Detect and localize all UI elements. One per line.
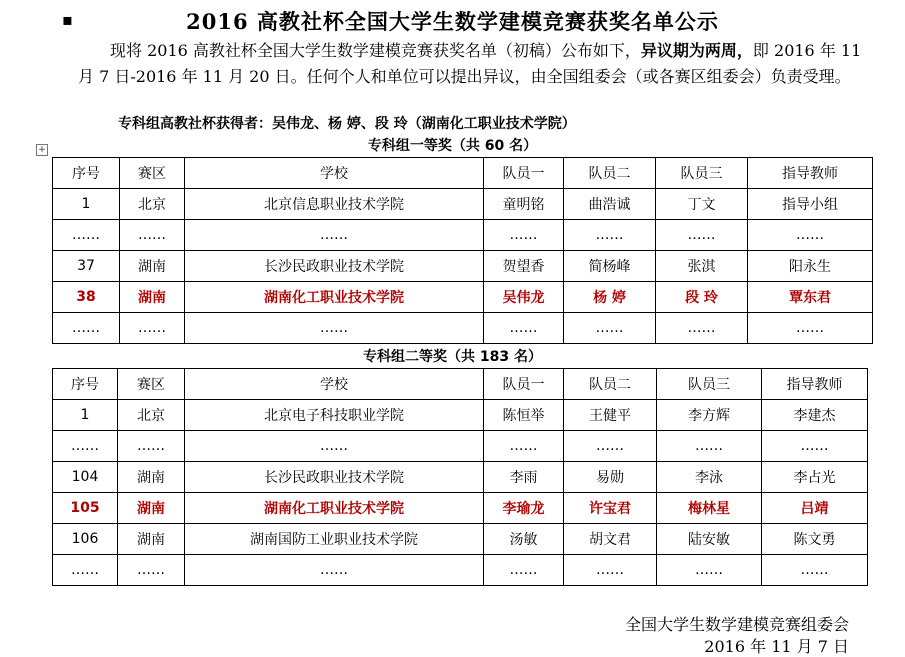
table-row [53,431,868,462]
table-cell: …… [484,220,564,251]
table-row [53,189,873,220]
table-cell: 陈文勇 [762,524,868,555]
table-cell: 北京电子科技职业学院 [185,400,484,431]
table-cell: …… [484,431,564,462]
footer-organization: 全国大学生数学建模竞赛组委会 [624,615,849,634]
table-cell: …… [53,313,120,344]
footer-date: 2016 年 11 月 7 日 [704,637,849,656]
table-cell: 湖南国防工业职业技术学院 [185,524,484,555]
header-cell: 序号 [53,369,118,400]
first-prize-table [52,157,873,344]
table-cell: 38 [53,282,120,313]
table-cell: 湖南 [120,282,185,313]
table-cell: 湖南 [118,493,185,524]
table-row [53,524,868,555]
table-cell: 李泳 [657,462,762,493]
second-prize-title: 专科组二等奖（共 183 名） [363,349,542,365]
table-cell: …… [748,220,873,251]
table-cell: 李占光 [762,462,868,493]
document-title: 2016 高教社杯全国大学生数学建模竞赛获奖名单公示 [186,9,719,34]
header-cell: 队员一 [484,158,564,189]
intro-text-2: 即 2016 年 11 月 7 日-2016 年 11 月 20 日。任何个人和单位可以提出异议，由全国组委会（或各赛区组委会）负责受理。 [78,41,862,86]
table-cell: …… [564,313,656,344]
table-cell: …… [185,220,484,251]
table-cell: …… [185,555,484,586]
table-row [53,220,873,251]
table-row [53,313,873,344]
table-cell: 李建杰 [762,400,868,431]
list-bullet: ▪ [62,10,73,29]
table-cell: 106 [53,524,118,555]
table-cell: 汤敏 [484,524,564,555]
table-row [53,493,868,524]
table-cell: 王健平 [564,400,657,431]
table-cell: …… [120,220,185,251]
first-prize-title: 专科组一等奖（共 60 名） [367,138,538,154]
table-cell: 胡文君 [564,524,657,555]
table-cell: …… [120,313,185,344]
table-cell: 易勋 [564,462,657,493]
table-cell: 104 [53,462,118,493]
header-cell: 赛区 [120,158,185,189]
header-cell: 指导教师 [748,158,873,189]
table-cell: 李雨 [484,462,564,493]
intro-text-1: 现将 2016 高教社杯全国大学生数学建模竞赛获奖名单（初稿）公布如下， [110,41,641,60]
table-cell: 湖南化工职业技术学院 [185,493,484,524]
table-cell: 陆安敏 [657,524,762,555]
table-cell: …… [53,431,118,462]
table-cell: …… [564,555,657,586]
table-cell: 吕靖 [762,493,868,524]
table-cell: 简杨峰 [564,251,656,282]
table-cell: …… [657,555,762,586]
table-cell: …… [656,313,748,344]
table-cell: 1 [53,189,120,220]
intro-paragraph [78,38,868,90]
table-cell: 湖南 [120,251,185,282]
table-cell: …… [53,555,118,586]
header-cell: 队员二 [564,158,656,189]
table-cell: …… [762,431,868,462]
table-cell: 覃东君 [748,282,873,313]
header-cell: 队员三 [656,158,748,189]
table-cell: 湖南 [118,462,185,493]
table-cell: 贺望香 [484,251,564,282]
table-cell: …… [748,313,873,344]
header-cell: 指导教师 [762,369,868,400]
table-cell: …… [484,555,564,586]
table-cell: 李瑜龙 [484,493,564,524]
table-cell: 37 [53,251,120,282]
table-cell: 陈恒举 [484,400,564,431]
header-cell: 队员一 [484,369,564,400]
table-header-row [53,158,873,189]
table-row [53,555,868,586]
header-cell: 序号 [53,158,120,189]
table-cell: 张淇 [656,251,748,282]
table-cell: …… [118,555,185,586]
table-cell: 长沙民政职业技术学院 [185,462,484,493]
table-row [53,462,868,493]
header-cell: 队员二 [564,369,657,400]
table-cell: …… [657,431,762,462]
table-cell: 湖南 [118,524,185,555]
table-cell: …… [762,555,868,586]
table-cell: 北京 [118,400,185,431]
table-row [53,282,873,313]
winners-line: 专科组高教社杯获得者：吴伟龙、杨 婷、段 玲（湖南化工职业技术学院） [118,116,576,132]
table-cell: …… [564,220,656,251]
table-move-handle-icon[interactable]: + [36,144,48,156]
header-cell: 队员三 [657,369,762,400]
table-cell: 梅林星 [657,493,762,524]
table-header-row [53,369,868,400]
objection-period: 异议期为两周， [640,41,753,60]
table-cell: 许宝君 [564,493,657,524]
table-cell: 北京 [120,189,185,220]
header-cell: 学校 [185,158,484,189]
table-cell: 长沙民政职业技术学院 [185,251,484,282]
table-cell: 杨 婷 [564,282,656,313]
table-cell: 阳永生 [748,251,873,282]
table-cell: …… [118,431,185,462]
table-cell: …… [53,220,120,251]
table-cell: 童明铭 [484,189,564,220]
table-cell: 吴伟龙 [484,282,564,313]
second-prize-table [52,368,868,586]
table-cell: …… [185,431,484,462]
table-cell: 段 玲 [656,282,748,313]
table-row [53,251,873,282]
table-cell: 曲浩诚 [564,189,656,220]
table-cell: …… [484,313,564,344]
header-cell: 学校 [185,369,484,400]
table-cell: …… [656,220,748,251]
table-cell: …… [185,313,484,344]
table-cell: 指导小组 [748,189,873,220]
table-cell: 北京信息职业技术学院 [185,189,484,220]
table-cell: …… [564,431,657,462]
table-cell: 李方辉 [657,400,762,431]
table-cell: 丁文 [656,189,748,220]
table-cell: 1 [53,400,118,431]
table-cell: 105 [53,493,118,524]
header-cell: 赛区 [118,369,185,400]
table-row [53,400,868,431]
table-cell: 湖南化工职业技术学院 [185,282,484,313]
